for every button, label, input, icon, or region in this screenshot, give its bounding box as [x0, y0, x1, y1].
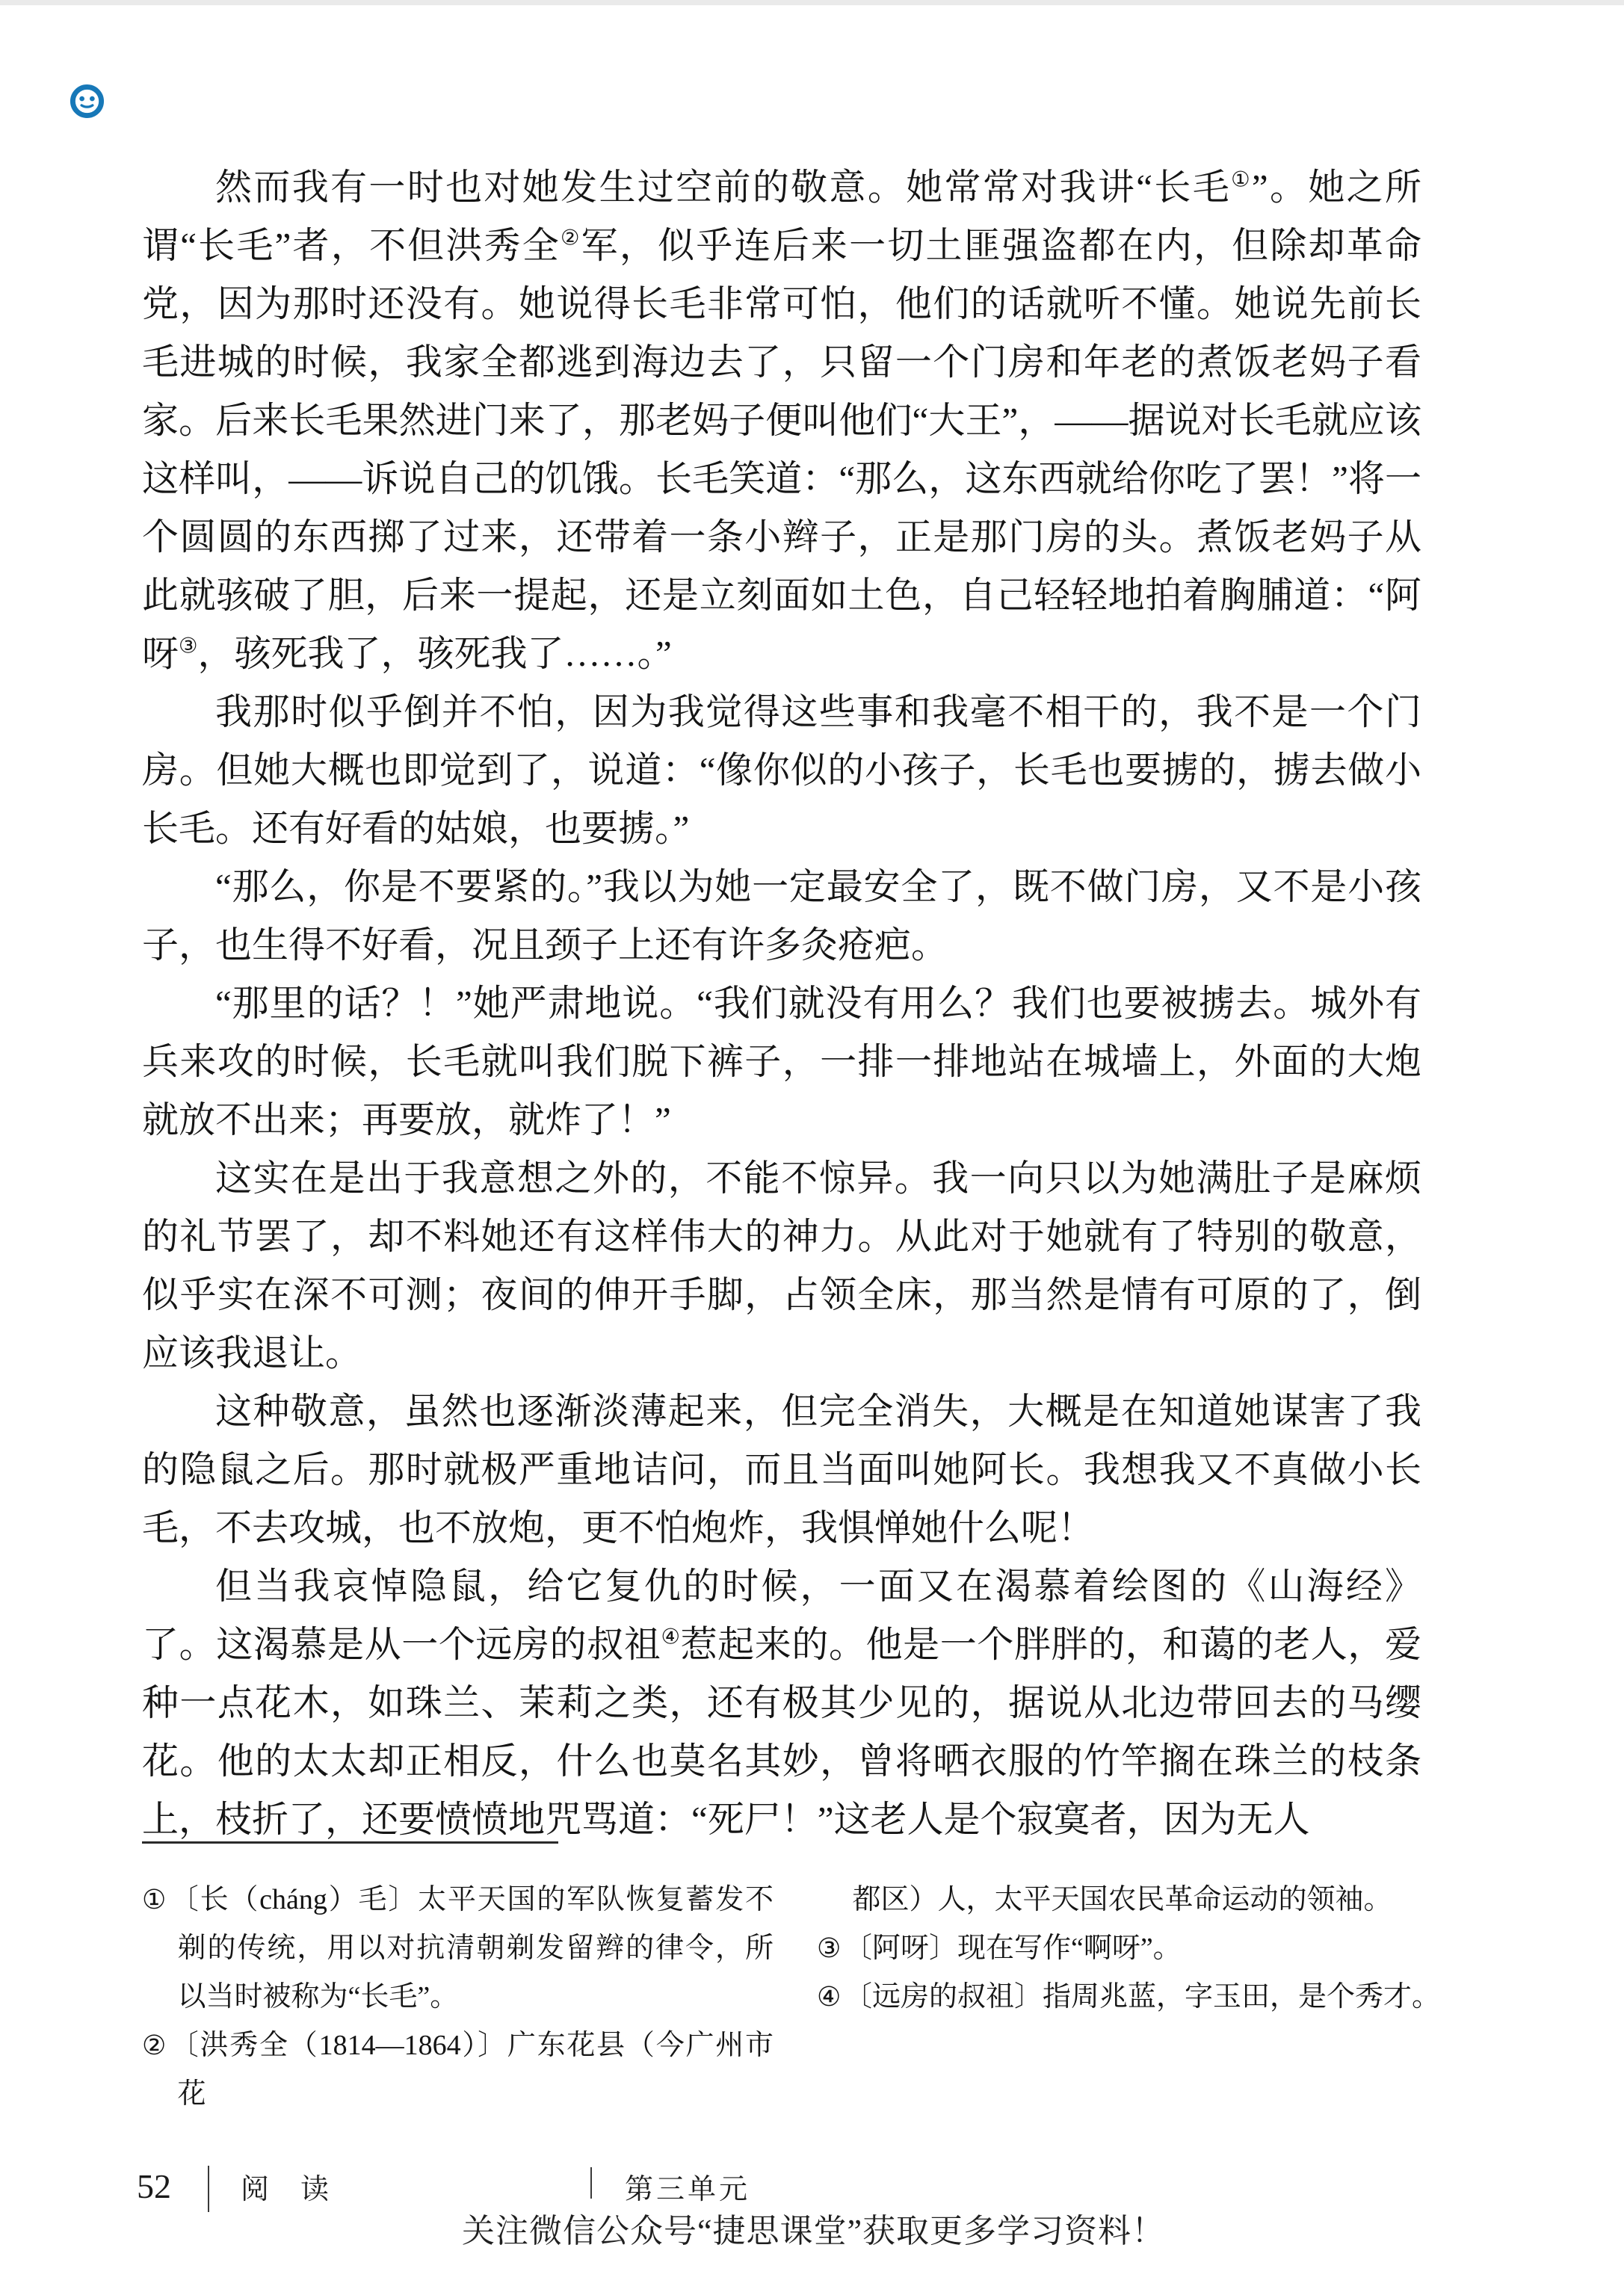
footer-divider: [590, 2167, 592, 2199]
paragraph: 但当我哀悼隐鼠，给它复仇的时候，一面又在渴慕着绘图的《山海经》了。这渴慕是从一个远房的叔祖④惹起来的。他是一个胖胖的，和蔼的老人，爱种一点花木，如珠兰、茉莉之类，还有极其少见的，据说从北边带回去的马缨花。他的太太却正相反，什么也莫名其妙，曾将晒衣服的竹竿搁在珠兰的枝条上，枝折了，还要愤愤地咒骂道：“死尸！”这老人是个寂寞者，因为无人: [142, 1566, 1421, 1840]
footer-divider: [208, 2166, 209, 2212]
footnote-ref: ④: [661, 1624, 681, 1649]
footnote-item: ③〔阿呀〕现在写作“啊呀”。: [817, 1933, 1182, 1964]
paragraph: 然而我有一时也对她发生过空前的敬意。她常常对我讲“长毛①”。她之所谓“长毛”者，不但洪秀全②军，似乎连后来一切土匪强盗都在内，但除却革命党，因为那时还没有。她说得长毛非常可怕，他们的话就听不懂。她说先前长毛进城的时候，我家全都逃到海边去了，只留一个门房和年老的煮饭老妈子看家。后来长毛果然进门来了，那老妈子便叫他们“大王”，——据说对长毛就应该这样叫，——诉说自己的饥饿。长毛笑道：“那么，这东西就给你吃了罢！”将一个圆圆的东西掷了过来，还带着一条小辫子，正是那门房的头。煮饭老妈子从此就骇破了胆，后来一提起，还是立刻面如土色，自己轻轻地拍着胸脯道：“阿呀③，骇死我了，骇死我了……。”: [142, 167, 1422, 674]
footnote-marker: ①: [142, 1884, 168, 1915]
footnote-marker: ②: [142, 2030, 168, 2061]
promo-text: 关注微信公众号“捷思课堂”获取更多学习资料！: [462, 2213, 1166, 2249]
footnote-item: ①〔长（cháng）毛〕太平天国的军队恢复蓄发不剃的传统，用以对抗清朝剃发留辫的律令，所以当时被称为“长毛”。: [142, 1884, 774, 2013]
footnote-item: 都区）人，太平天国农民革命运动的领袖。: [852, 1884, 1392, 1915]
footnote-marker: ④: [817, 1981, 842, 2013]
paragraph: 我那时似乎倒并不怕，因为我觉得这些事和我毫不相干的，我不是一个门房。但她大概也即觉到了，说道：“像你似的小孩子，长毛也要掳的，掳去做小长毛。还有好看的姑娘，也要掳。”: [142, 691, 1421, 849]
footnote-item: ④〔远房的叔祖〕指周兆蓝，字玉田，是个秀才。: [817, 1981, 1440, 2013]
footnote-ref: ③: [179, 633, 198, 658]
section-label: 阅 读: [241, 2174, 331, 2205]
footnote-item: ②〔洪秀全（1814—1864）〕广东花县（今广州市花: [142, 2030, 774, 2110]
footnote-ref: ②: [560, 225, 581, 250]
footnotes-left-column: [142, 1876, 774, 2119]
smiley-face-icon: [70, 84, 105, 119]
body-text: [142, 158, 1421, 1849]
unit-label: 第三单元: [625, 2174, 751, 2205]
footnote-marker: ③: [817, 1933, 842, 1964]
paragraph: 这种敬意，虽然也逐渐淡薄起来，但完全消失，大概是在知道她谋害了我的隐鼠之后。那时就极严重地诘问，而且当面叫她阿长。我想我又不真做小长毛，不去攻城，也不放炮，更不怕炮炸，我惧惮她什么呢！: [142, 1391, 1421, 1548]
scan-edge: [0, 0, 1624, 5]
page-number: 52: [137, 2167, 171, 2205]
paragraph: “那里的话？！”她严肃地说。“我们就没有用么？我们也要被掳去。城外有兵来攻的时候，长毛就叫我们脱下裤子，一排一排地站在城墙上，外面的大炮就放不出来；再要放，就炸了！”: [142, 983, 1421, 1140]
footnotes-right-column: [817, 1876, 1483, 2021]
footnote-ref: ①: [1231, 167, 1252, 192]
paragraph: “那么，你是不要紧的。”我以为她一定最安全了，既不做门房，又不是小孩子，也生得不好看，况且颈子上还有许多灸疮疤。: [142, 866, 1421, 966]
paragraph: 这实在是出于我意想之外的，不能不惊异。我一向只以为她满肚子是麻烦的礼节罢了，却不料她还有这样伟大的神力。从此对于她就有了特别的敬意，似乎实在深不可测；夜间的伸开手脚，占领全床，那当然是情有可原的了，倒应该我退让。: [142, 1158, 1421, 1374]
footnote-divider: [142, 1841, 558, 1844]
